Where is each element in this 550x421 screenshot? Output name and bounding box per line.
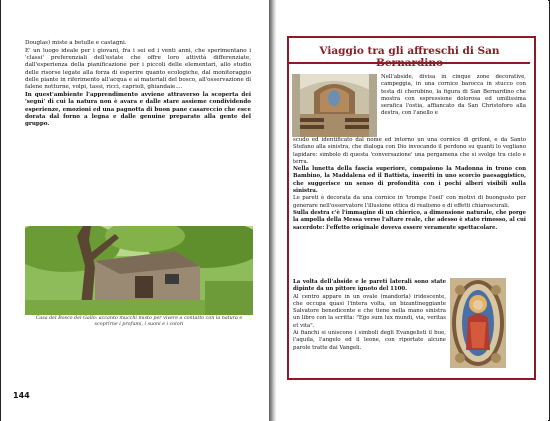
article-text-top	[381, 74, 526, 118]
left-paragraph-bold: In quest'ambiente l'apprendimento avviene attraverso la scoperta dei 'segni' di cui la natura non è avara e dalle stare assieme condividendo esperienze, emozioni ed una pagnotta di buon pane casareccio che esce dorata dal forno a legna e dalle genuine preparato alla gente del gruppo.	[25, 92, 251, 128]
left-paragraph: Douglas) miste a betulle e castagni.	[25, 40, 127, 46]
article-paragraph-bold: Nella lunetta della fascia superiore, compaiono la Madonna in trono con Bambino, la Maddalena ed il Battista, inseriti in uno scorcio paesaggistico, che suggerisce un senso di profondità con i pochi alberi visibili sulla sinistra.	[293, 166, 526, 195]
left-page	[1, 0, 269, 421]
fresco-image	[450, 278, 506, 368]
forest-house-photo	[25, 226, 253, 315]
right-page	[276, 0, 548, 421]
article-text-bottom	[293, 279, 446, 352]
book-spine	[269, 0, 276, 421]
article-paragraph: scudo ed identificato dal nome ed intorno un una cornice di grifoni, e da Santo Stefano alla sinistra, che dialoga con Dio invocando il perdono su quanti lo vegliano lapidare: simbolo di questa 'conversazione' una pergamena che si svolge tra cielo e terra.	[293, 137, 526, 165]
left-paragraph: E' un luogo ideale per i giovani, fra i sei ed i venti anni, che sperimentano i 'classi' preferenziali dell'estate che offre loro attività differenziate, dall'esperienza della pianificazione per i piccoli delle elementari, allo studio delle risorse legate alla forza di esperire quanto ecologiche, dal monitoraggio delle piante in riferimento all'acqua e ai materiali del bosco, all'osservazione di falene notturne, volpi, tassi, ricci, caprioli, ghiandaie....	[25, 47, 251, 91]
church-interior-image	[292, 74, 377, 137]
article-title: Viaggio tra gli affreschi di San	[319, 45, 500, 57]
left-body-text	[25, 40, 251, 129]
article-paragraph: Al centro appare in un ovale (mandorla) iridescente, che occupa quasi l'intera volta, un bizantineggiante Salvatore benedicente e che tiene nella mano sinistra un libro con la scritta: "Ego sum lux mundi, via, veritas et vita".	[293, 293, 446, 329]
article-paragraph: Ai fianchi si uniscono i simboli degli Evangelisti il bue, l'aquila, l'angelo ed il leone, con riportate alcune parole tratte dai Vangeli.	[293, 330, 446, 351]
article-paragraph-bold: Sulla destra c'è l'immagine di un chierico, a dimensione naturale, che porge la ampolla della Messa verso l'altare reale, che adesso è stato rimosso, al cui sacerdote: l'effetto originale doveva essere veramente spettacolare.	[293, 209, 526, 231]
article-paragraph: Le pareti è decorata da una cornice in 'trompe l'oeil' con motivi di buongusto per generare nell'osservatore l'illusione ottica di realismo e di effetti chiaroscurali.	[293, 195, 526, 209]
title-separator	[289, 62, 530, 64]
page-number: 144	[13, 391, 30, 400]
forest-house-image	[25, 226, 253, 315]
article-paragraph-bold: La volta dell'abside e le pareti laterali sono state dipinte da un pittore ignoto del 1100.	[293, 279, 446, 293]
church-interior-photo	[292, 74, 377, 137]
article-paragraph: Nell'abside, divisa in cinque zone decorative, campeggia, in una cornice barocca in stucco con testa di cherubino, la figura di San Bernardino che mostra con espressione dolorosa ed umilissima serafica l'ostia, affiancato da San Christoforo alla destra, con l'anello e	[381, 74, 526, 117]
fresco-photo	[450, 278, 506, 368]
photo-caption: Casa del Bosco del Gallo: accanto mucchi misto per vivere a contatto con la natura e scoprirne i profumi, i suoni e i colori	[35, 316, 243, 327]
article-text-middle	[293, 137, 526, 232]
